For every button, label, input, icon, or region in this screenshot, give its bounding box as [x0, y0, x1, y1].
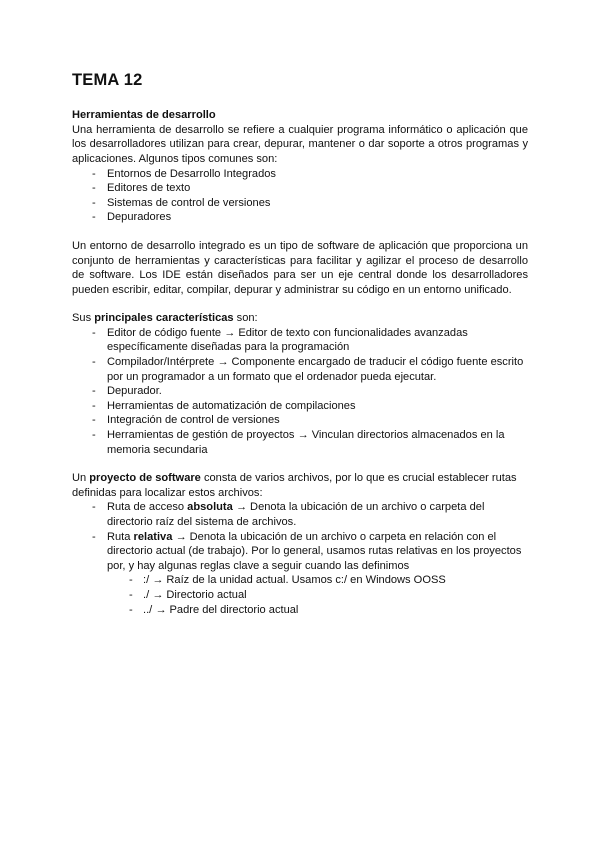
text: directorio raíz del sistema de archivos. — [107, 515, 297, 528]
paragraph-line — [72, 471, 528, 486]
bullet-dash: - — [92, 501, 96, 514]
text: Depuradores — [107, 211, 172, 224]
text: Depurador. — [107, 385, 162, 398]
text: Un — [72, 472, 90, 484]
text: los desarrolladores utilizan para crear, depurar, mantener o dar soporte a otros programas y — [72, 138, 528, 151]
text-block — [72, 108, 528, 225]
text: por un programador a un formato que el ordenador pueda ejecutar. — [107, 370, 437, 383]
list-item-line — [72, 384, 528, 399]
paragraph-line — [72, 152, 528, 167]
text: Una herramienta de desarrollo se refiere a cualquier programa informático o aplicación que — [72, 123, 528, 136]
bold-text: proyecto de software — [89, 472, 201, 484]
list-item-line — [72, 428, 528, 443]
text-block — [72, 239, 528, 298]
paragraph-line — [72, 239, 528, 254]
text-block — [72, 471, 528, 617]
bullet-dash: - — [92, 385, 96, 398]
text-block — [72, 311, 528, 457]
list-item-line — [72, 399, 528, 414]
bullet-dash: - — [92, 211, 96, 224]
paragraph-line — [72, 283, 528, 298]
text: Compilador/Intérprete → Componente encargado de traducir el código fuente escrito — [107, 355, 524, 368]
paragraph-line — [72, 268, 528, 283]
text: ./ → Directorio actual — [143, 589, 247, 602]
bullet-dash: - — [92, 182, 96, 195]
paragraph-line — [72, 486, 528, 501]
bold-text: Herramientas de desarrollo — [72, 109, 216, 121]
list-item-line — [72, 370, 528, 385]
list-item-line — [72, 559, 528, 574]
bullet-dash: - — [129, 574, 133, 587]
list-item-line — [72, 210, 528, 225]
paragraph-line — [72, 311, 528, 326]
text: → Denota la ubicación de un archivo o carpeta del — [232, 501, 485, 514]
bullet-dash: - — [92, 530, 96, 543]
list-item-line — [72, 500, 528, 515]
text: son: — [233, 312, 258, 324]
text: Editor de código fuente → Editor de texto con funcionalidades avanzadas — [107, 326, 468, 339]
list-item-line — [72, 544, 528, 559]
text: específicamente diseñadas para la programación — [107, 341, 350, 354]
list-item-line — [72, 196, 528, 211]
document-title: TEMA 12 — [72, 71, 143, 89]
list-item-line — [72, 603, 528, 618]
bold-text: principales características — [94, 312, 234, 324]
bold-text: relativa — [133, 530, 173, 543]
list-item-line — [72, 530, 528, 545]
text: Herramientas de automatización de compilaciones — [107, 399, 356, 412]
text: Integración de control de versiones — [107, 414, 280, 427]
bullet-dash: - — [92, 355, 96, 368]
list-item-line — [72, 355, 528, 370]
text: pueden escribir, editar, compilar, depurar y administrar su código en un entorno unificado. — [72, 283, 512, 296]
bullet-dash: - — [92, 196, 96, 209]
text: Herramientas de gestión de proyectos → Vinculan directorios almacenados en la — [107, 429, 505, 442]
paragraph-line — [72, 123, 528, 138]
bullet-dash: - — [92, 399, 96, 412]
list-item-line — [72, 181, 528, 196]
bullet-dash: - — [92, 429, 96, 442]
text: aplicaciones. Algunos tipos comunes son: — [72, 152, 278, 165]
paragraph-line — [72, 137, 528, 152]
text: Ruta de acceso — [107, 501, 188, 514]
text: Un entorno de desarrollo integrado es un tipo de software de aplicación que proporciona un — [72, 240, 528, 252]
text: definidas para localizar estos archivos: — [72, 486, 263, 499]
text: conjunto de herramientas y características para facilitar y agilizar el proceso de desarrollo — [72, 254, 528, 267]
text: :/ → Raíz de la unidad actual. Usamos c:/ en Windows OOSS — [143, 574, 446, 587]
bullet-dash: - — [129, 603, 133, 616]
text: ../ → Padre del directorio actual — [143, 603, 299, 616]
list-item-line — [72, 588, 528, 603]
text: directorio actual (de trabajo). Por lo general, usamos rutas relativas en los proyectos — [107, 545, 522, 558]
list-item-line — [72, 443, 528, 458]
list-item-line — [72, 413, 528, 428]
text: Ruta — [107, 530, 134, 543]
bullet-dash: - — [129, 589, 133, 602]
text: memoria secundaria — [107, 443, 208, 456]
paragraph-line — [72, 108, 528, 123]
text: Sistemas de control de versiones — [107, 196, 271, 209]
bullet-dash: - — [92, 414, 96, 427]
text: Editores de texto — [107, 182, 191, 195]
list-item-line — [72, 573, 528, 588]
text: consta de varios archivos, por lo que es crucial establecer rutas — [200, 472, 517, 484]
bullet-dash: - — [92, 326, 96, 339]
bullet-dash: - — [92, 167, 96, 180]
text: Sus — [72, 312, 95, 324]
text: por, y hay algunas reglas clave a seguir cuando las definimos — [107, 559, 410, 572]
bold-text: absoluta — [187, 501, 233, 514]
text: de software. Los IDE están diseñados para ser un eje central donde los desarrolladores — [72, 269, 528, 282]
paragraph-line — [72, 254, 528, 269]
text: Entornos de Desarrollo Integrados — [107, 167, 276, 180]
text: → Denota la ubicación de un archivo o carpeta en relación con el — [172, 530, 497, 543]
list-item-line — [72, 515, 528, 530]
list-item-line — [72, 340, 528, 355]
list-item-line — [72, 167, 528, 182]
list-item-line — [72, 326, 528, 341]
